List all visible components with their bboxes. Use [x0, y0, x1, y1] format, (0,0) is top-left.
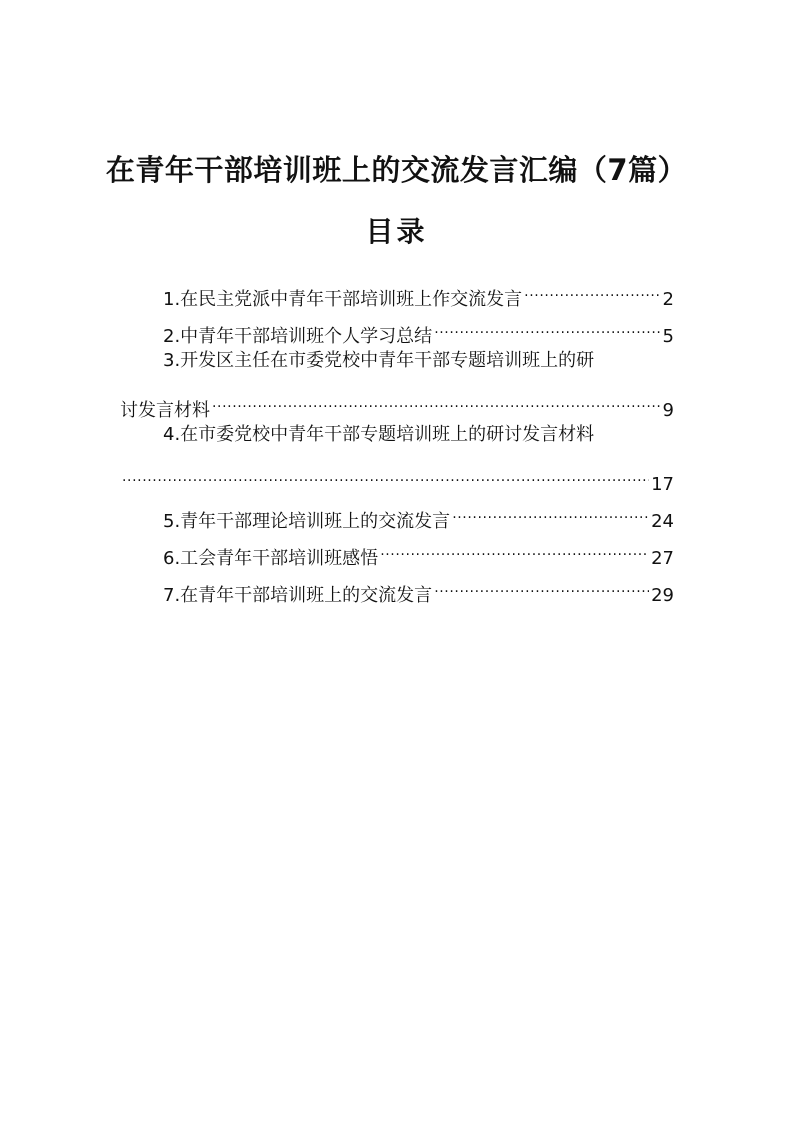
toc-entry-title: 7.在青年干部培训班上的交流发言 — [163, 585, 433, 606]
toc-leader-dots — [452, 490, 649, 527]
toc-page-number: 2 — [662, 289, 674, 310]
toc-entry-title-continuation: 讨发言材料 — [120, 400, 210, 421]
table-of-contents — [120, 268, 674, 606]
toc-entry-3[interactable] — [120, 342, 674, 379]
toc-leader-dots — [212, 379, 661, 416]
toc-page-number: 17 — [651, 474, 674, 495]
toc-leader-dots — [434, 564, 649, 601]
toc-page-number: 27 — [651, 548, 674, 569]
document-title: 在青年干部培训班上的交流发言汇编（7篇） — [105, 153, 688, 187]
toc-page-number: 5 — [662, 326, 674, 347]
toc-entry-title: 2.中青年干部培训班个人学习总结 — [163, 326, 433, 347]
toc-page-number: 24 — [651, 511, 674, 532]
toc-entry-title: 5.青年干部理论培训班上的交流发言 — [163, 511, 451, 532]
toc-entry-1[interactable] — [120, 268, 674, 310]
toc-leader-dots — [380, 527, 649, 564]
toc-page-number: 29 — [651, 585, 674, 606]
toc-entry-title: 4.在市委党校中青年干部专题培训班上的研讨发言材料 — [163, 424, 595, 445]
toc-entry-title: 6.工会青年干部培训班感悟 — [163, 548, 379, 569]
toc-entry-4[interactable] — [120, 416, 674, 453]
toc-entry-title: 3.开发区主任在市委党校中青年干部专题培训班上的研 — [163, 350, 595, 371]
toc-leader-dots — [434, 305, 660, 342]
toc-entry-5[interactable] — [120, 490, 674, 532]
toc-heading: 目录 — [365, 215, 428, 248]
toc-entry-3-continued[interactable] — [120, 379, 674, 421]
toc-entry-4-continued[interactable] — [120, 453, 674, 495]
toc-entry-title: 1.在民主党派中青年干部培训班上作交流发言 — [163, 289, 523, 310]
toc-page-number: 9 — [662, 400, 674, 421]
toc-leader-dots — [122, 453, 649, 490]
toc-leader-dots — [524, 268, 660, 305]
